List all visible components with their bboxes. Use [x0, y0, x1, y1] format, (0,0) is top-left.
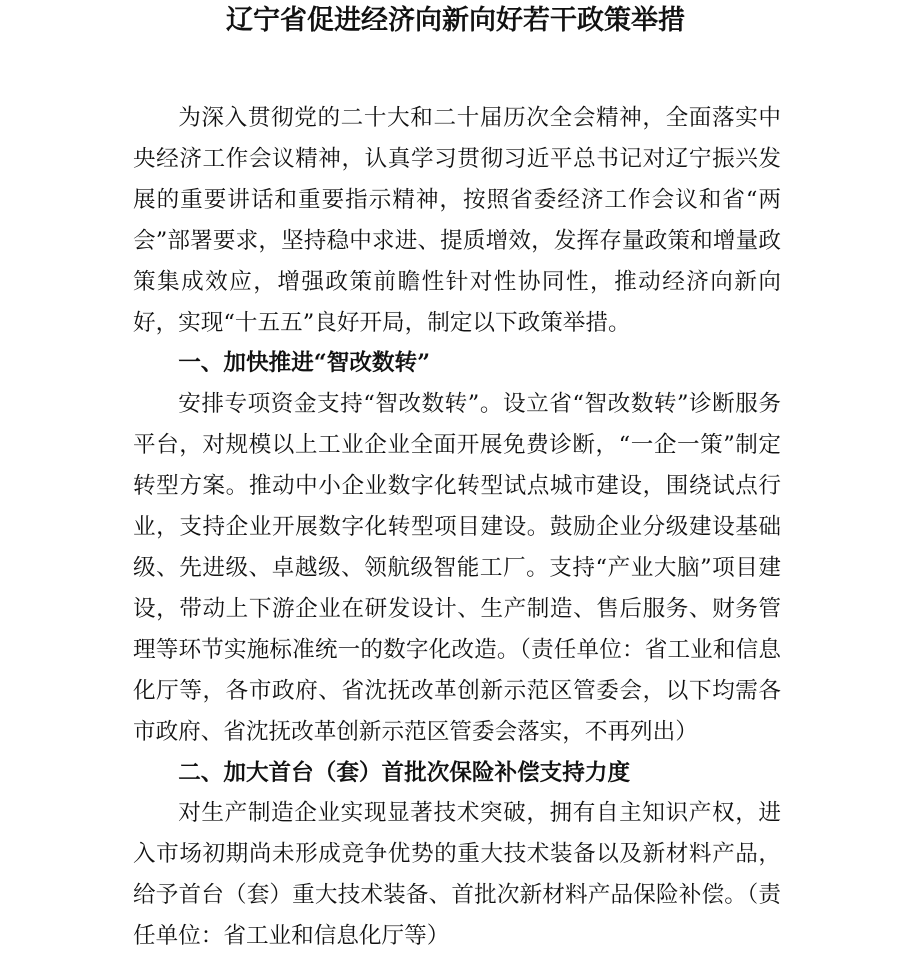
section-1-paragraph: 安排专项资金支持“智改数转”。设立省“智改数转”诊断服务平台，对规模以上工业企业全面开展免费诊断，“一企一策”制定转型方案。推动中小企业数字化转型试点城市建设，围绕试点行业，支持企业开展数字化转型项目建设。鼓励企业分级建设基础级、先进级、卓越级、领航级智能工厂。支持“产业大脑”项目建设，带动上下游企业在研发设计、生产制造、售后服务、财务管理等环节实施标准统一的数字化改造。（责任单位：省工业和信息化厅等，各市政府、省沈抚改革创新示范区管委会，以下均需各市政府、省沈抚改革创新示范区管委会落实，不再列出） — [133, 391, 781, 745]
document-title: 辽宁省促进经济向新向好若干政策举措 — [226, 5, 685, 36]
section-2-paragraph: 对生产制造企业实现显著技术突破，拥有自主知识产权，进入市场初期尚未形成竞争优势的重大技术装备以及新材料产品，给予首台（套）重大技术装备、首批次新材料产品保险补偿。（责任单位：省工业和信息化厅等） — [133, 800, 781, 950]
section-1-heading: 一、加快推进“智改数转” — [178, 350, 431, 377]
section-2-heading: 二、加大首台（套）首批次保险补偿支持力度 — [178, 759, 631, 786]
document-body — [133, 98, 781, 957]
intro-paragraph: 为深入贯彻党的二十大和二十届历次全会精神，全面落实中央经济工作会议精神，认真学习贯彻习近平总书记对辽宁振兴发展的重要讲话和重要指示精神，按照省委经济工作会议和省“两会”部署要求，坚持稳中求进、提质增效，发挥存量政策和增量政策集成效应，增强政策前瞻性针对性协同性，推动经济向新向好，实现“十五五”良好开局，制定以下政策举措。 — [133, 105, 781, 336]
